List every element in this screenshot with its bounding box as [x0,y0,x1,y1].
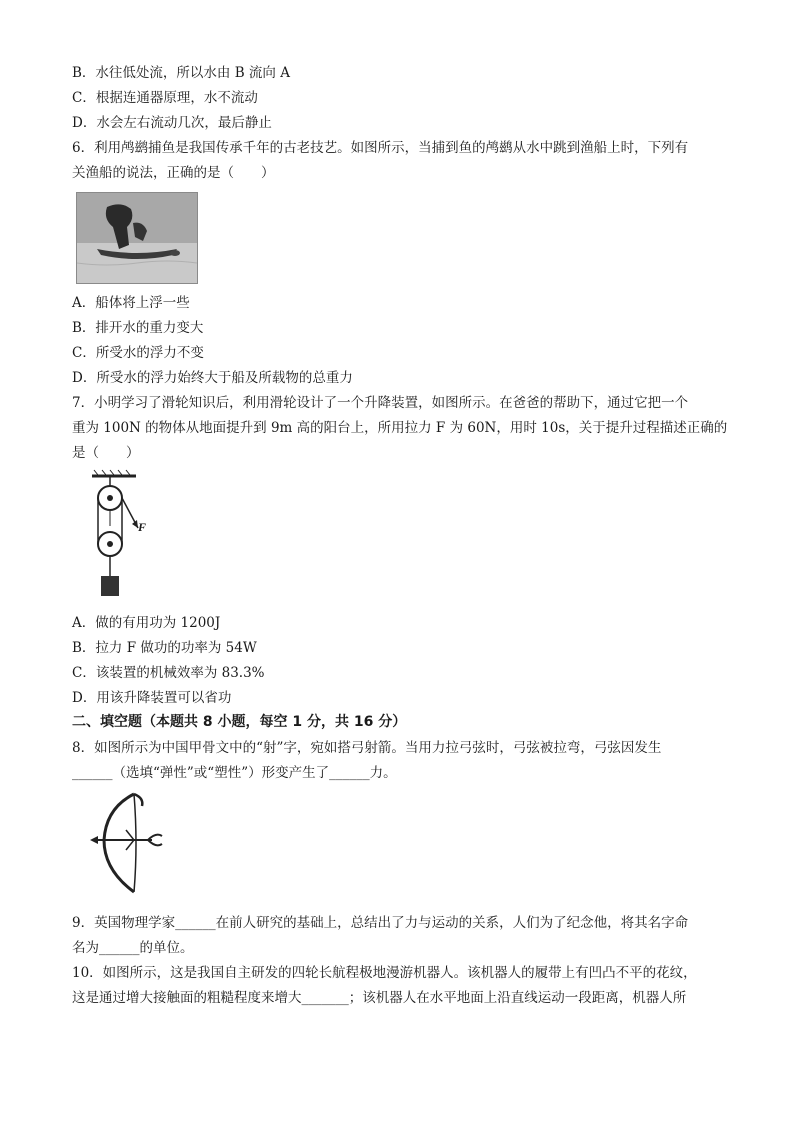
q6-stem-line2: 关渔船的说法，正确的是（ ） [72,165,275,181]
q6-option-a: A．船体将上浮一些 [72,295,190,311]
force-label: F [138,520,147,534]
bow-and-arrow-icon [86,790,172,898]
cormorant-boat-photo [76,192,198,284]
q7-option-c: C．该装置的机械效率为 83.3% [72,665,265,681]
q6-option-b: B．排开水的重力变大 [72,320,204,336]
q5-option-b: B．水往低处流，所以水由 B 流向 A [72,65,290,81]
q10-line2: 这是通过增大接触面的粗糙程度来增大_______；该机器人在水平地面上沿直线运动一段距离，机器人所 [72,990,687,1006]
q7-stem-line3: 是（ ） [72,445,140,461]
oracle-bone-character-figure [86,790,172,898]
q6-option-d: D．所受水的浮力始终大于船及所载物的总重力 [72,370,353,386]
q10-line1: 10．如图所示，这是我国自主研发的四轮长航程极地漫游机器人。该机器人的履带上有凹凸不平的花纹， [72,965,697,981]
section-title-fill-in: 二、填空题（本题共 8 小题，每空 1 分，共 16 分） [72,714,407,730]
q5-option-c: C．根据连通器原理，水不流动 [72,90,258,106]
q6-option-c: C．所受水的浮力不变 [72,345,204,361]
cormorant-boat-illustration [77,193,197,283]
q8-line1: 8．如图所示为中国甲骨文中的“射”字，宛如搭弓射箭。当用力拉弓弦时，弓弦被拉弯，弓弦因发生 [72,740,662,756]
q7-stem-line2: 重为 100N 的物体从地面提升到 9m 高的阳台上，所用拉力 F 为 60N，用时 10s，关于提升过程描述正确的 [72,420,728,436]
q6-stem-line1: 6．利用鸬鹚捕鱼是我国传承千年的古老技艺。如图所示，当捕到鱼的鸬鹚从水中跳到渔船上时，下列有 [72,140,689,156]
q7-option-a: A．做的有用功为 1200J [72,615,221,631]
q9-line1: 9．英国物理学家______在前人研究的基础上，总结出了力与运动的关系，人们为了纪念他，将其名字命 [72,915,689,931]
q7-stem-line1: 7．小明学习了滑轮知识后，利用滑轮设计了一个升降装置，如图所示。在爸爸的帮助下，通过它把一个 [72,395,689,411]
q8-line2: ______（选填“弹性”或“塑性”）形变产生了______力。 [72,765,397,781]
q7-option-b: B．拉力 F 做功的功率为 54W [72,640,257,656]
pulley-system-illustration [86,468,166,608]
q5-option-d: D．水会左右流动几次，最后静止 [72,115,272,131]
q7-option-d: D．用该升降装置可以省功 [72,690,232,706]
q9-line2: 名为______的单位。 [72,940,194,956]
pulley-diagram [86,468,166,608]
